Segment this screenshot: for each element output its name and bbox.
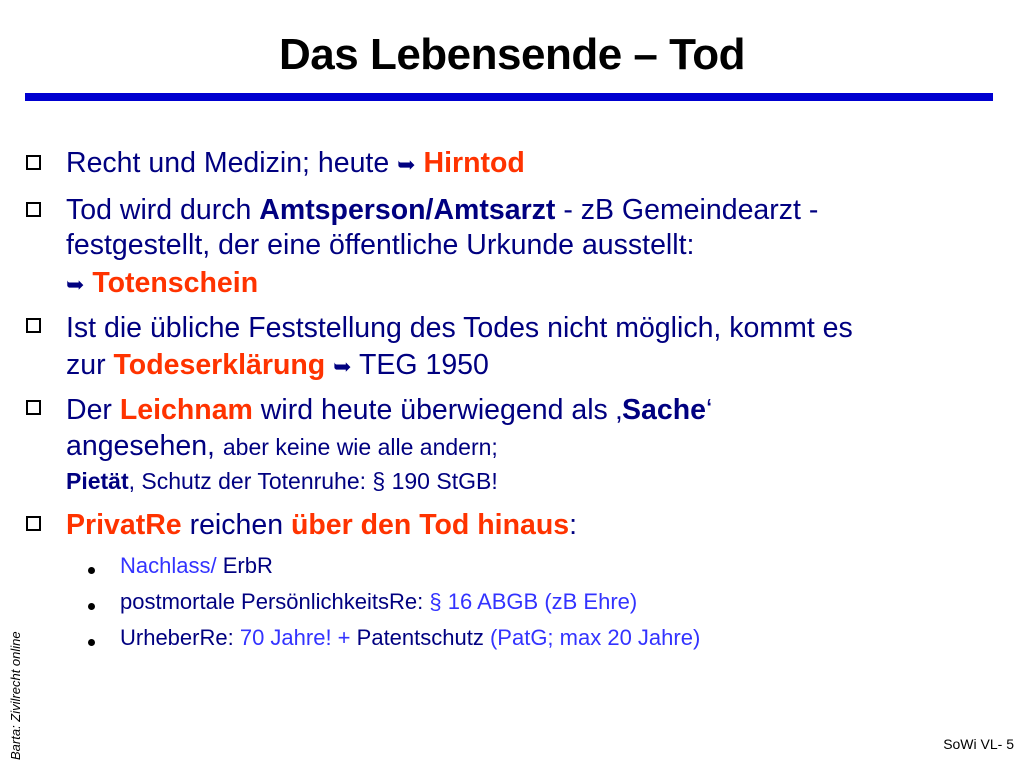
bullet-4-line-1: Der Leichnam wird heute überwiegend als ‚Sache‘ (66, 394, 713, 426)
bullet-2-line-2: festgestellt, der eine öffentliche Urkunde ausstellt: (66, 229, 695, 261)
bullet-1-text: Recht und Medizin; heute ➥ Hirntod (66, 147, 525, 179)
sub-bullet-1: Nachlass/ ErbR (120, 553, 273, 578)
sub-bullet-2: postmortale PersönlichkeitsRe: § 16 ABGB (zB Ehre) (120, 589, 638, 614)
page-footer: SoWi VL- 5 (943, 736, 1014, 752)
slide-title: Das Lebensende – Tod (279, 30, 745, 79)
highlight-hirntod: Hirntod (423, 147, 525, 179)
checkbox-bullet-icon (26, 202, 41, 217)
highlight-todeserklaerung: Todeserklärung (113, 349, 326, 381)
sub-bullet-dot-icon (88, 639, 95, 646)
bullet-4-line-3: Pietät, Schutz der Totenruhe: § 190 StGB! (66, 468, 498, 494)
pietaet-bold: Pietät (66, 468, 129, 494)
checkbox-bullet-icon (26, 155, 41, 170)
bullet-2-line-3 (66, 266, 258, 302)
bullet-3-line-1: Ist die übliche Feststellung des Todes nicht möglich, kommt es (66, 312, 853, 344)
amtsperson-bold: Amtsperson/Amtsarzt (259, 194, 556, 226)
checkbox-bullet-icon (26, 516, 41, 531)
bullet-3-line-2: zur Todeserklärung ➥ TEG 1950 (66, 349, 489, 381)
highlight-leichnam: Leichnam (119, 394, 253, 426)
highlight-privatre: PrivatRe (66, 509, 182, 541)
bullet-2-line-1: Tod wird durch Amtsperson/Amtsarzt - zB Gemeindearzt - (66, 194, 819, 226)
arrow-icon: ➥ (333, 354, 352, 379)
checkbox-bullet-icon (26, 318, 41, 333)
highlight-ueber-den-tod: über den Tod hinaus (290, 509, 570, 541)
highlight-totenschein: Totenschein (92, 267, 259, 299)
sub-bullet-3: UrheberRe: 70 Jahre! + Patentschutz (PatG; max 20 Jahre) (120, 625, 701, 650)
bullet-4-line-2: angesehen, aber keine wie alle andern; (66, 430, 498, 462)
checkbox-bullet-icon (26, 400, 41, 415)
bullet-5-text: PrivatRe reichen über den Tod hinaus: (66, 509, 578, 541)
sache-bold: Sache (622, 394, 707, 426)
sub-bullet-dot-icon (88, 567, 95, 574)
title-divider (25, 93, 993, 101)
arrow-icon: ➥ (66, 272, 85, 297)
arrow-icon: ➥ (397, 152, 416, 177)
sub-bullet-dot-icon (88, 603, 95, 610)
side-note: Barta: Zivilrecht online (8, 631, 23, 760)
